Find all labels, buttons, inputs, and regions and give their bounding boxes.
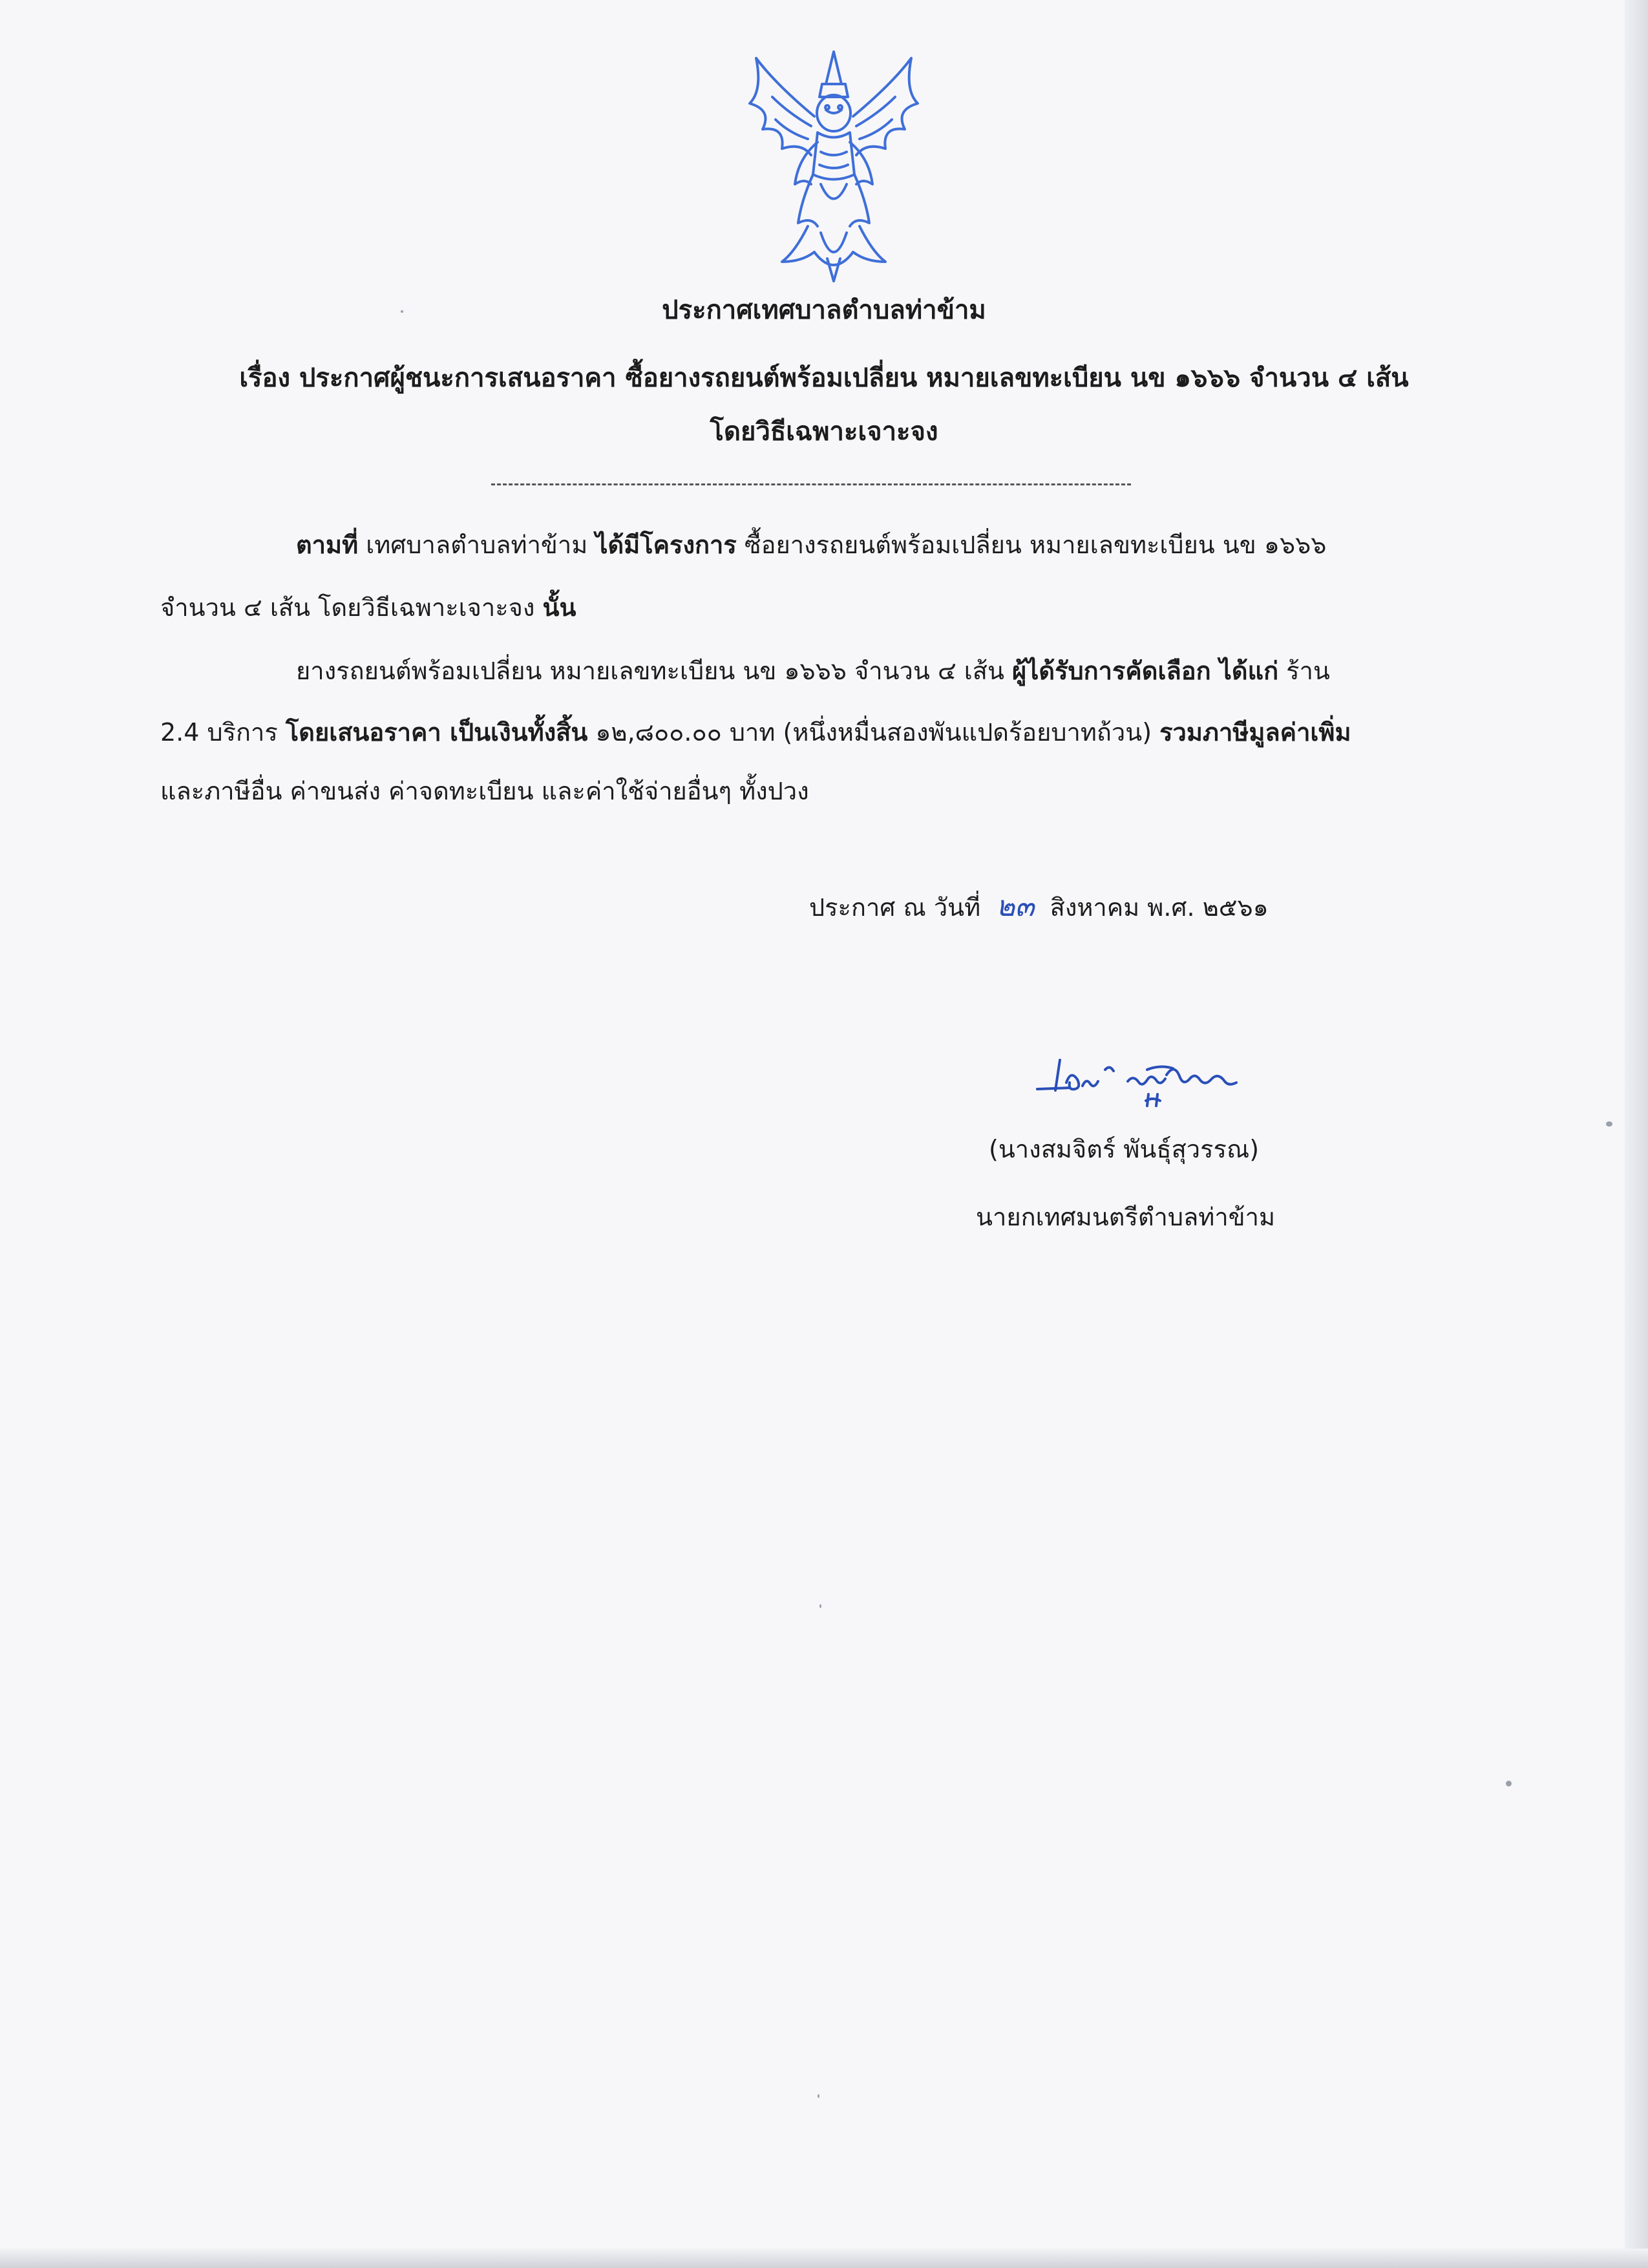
scan-edge-right [1625,0,1648,2268]
scan-speck [819,1604,821,1608]
subject-text: ประกาศผู้ชนะการเสนอราคา ซื้อยางรถยนต์พร้อมเปลี่ยน หมายเลขทะเบียน นข ๑๖๖๖ จำนวน ๔ เส้น [299,363,1409,393]
paragraph-2-line-1 [296,653,1330,689]
p1-org: เทศบาลตำบลท่าข้าม [358,531,596,559]
scan-edge-bottom [0,2249,1648,2268]
dashed-divider [491,483,1131,485]
garuda-emblem-icon [737,45,931,284]
p1-lead: ตามที่ [296,531,359,559]
p2-f: ๑๒,๘๐๐.๐๐ บาท (หนึ่งหมื่นสองพันแปดร้อยบาทถ้วน) [587,718,1160,747]
p2-g: รวมภาษีมูลค่าเพิ่ม [1159,718,1351,747]
date-prefix: ประกาศ ณ วันที่ [809,893,981,922]
p1-rest: ซื้อยางรถยนต์พร้อมเปลี่ยน หมายเลขทะเบียน นข ๑๖๖๖ [736,531,1327,559]
scan-speck [1506,1781,1512,1786]
scan-speck [401,310,403,313]
scan-speck [1606,1121,1612,1127]
scan-speck [818,2094,819,2098]
p2-c: ร้าน [1278,657,1330,685]
procurement-method: โดยวิธีเฉพาะเจาะจง [710,417,938,447]
p2-d: 2.4 บริการ [160,718,286,747]
document-title: ประกาศเทศบาลตำบลท่าข้าม [662,295,986,325]
p2-e: โดยเสนอราคา เป็นเงินทั้งสิ้น [285,718,588,747]
p1-end: นั้น [542,593,576,622]
date-month-year: สิงหาคม พ.ศ. ๒๕๖๑ [1050,893,1269,922]
announcement-date [809,889,1269,926]
date-day-handwritten: ๒๓ [996,890,1035,923]
signatory-name: (นางสมจิตร์ พันธุ์สุวรรณ) [989,1135,1260,1163]
signatory-position: นายกเทศมนตรีตำบลท่าข้าม [976,1203,1276,1231]
p1-cont: จำนวน ๔ เส้น โดยวิธีเฉพาะเจาะจง [160,593,543,622]
document-subject [0,360,1648,396]
paragraph-1-line-1 [296,527,1326,563]
handwritten-signature-icon [1031,1050,1244,1121]
p2-b: ผู้ได้รับการคัดเลือก ได้แก่ [1012,657,1279,685]
paragraph-1-line-2 [160,589,576,626]
paragraph-2-line-2 [160,714,1351,750]
subject-label: เรื่อง [239,363,291,393]
p2-a: ยางรถยนต์พร้อมเปลี่ยน หมายเลขทะเบียน นข ๑๖๖๖ จำนวน ๔ เส้น [296,657,1013,685]
p1-mid: ได้มีโครงการ [595,531,737,559]
paragraph-2-line-3: และภาษีอื่น ค่าขนส่ง ค่าจดทะเบียน และค่าใช้จ่ายอื่นๆ ทั้งปวง [160,777,809,805]
